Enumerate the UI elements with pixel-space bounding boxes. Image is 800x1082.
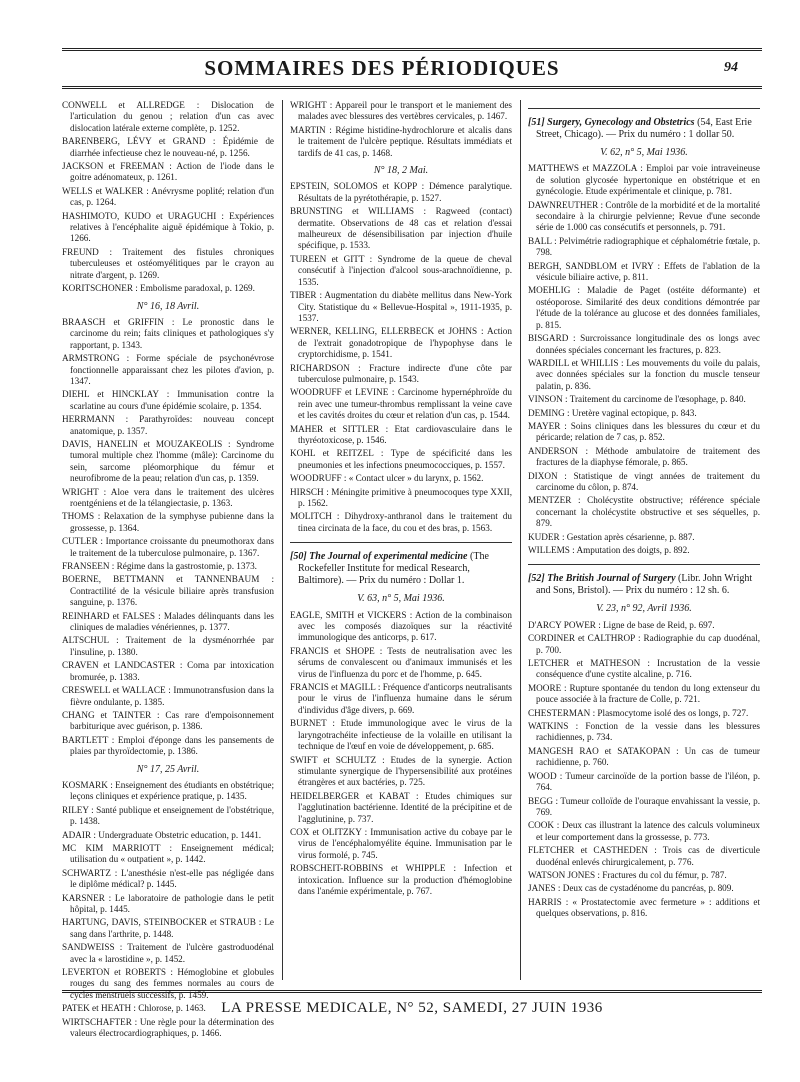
page-title: SOMMAIRES DES PÉRIODIQUES [204, 56, 560, 80]
issue-heading: V. 62, n° 5, Mai 1936. [600, 147, 688, 158]
article-entry: ARMSTRONG : Forme spéciale de psychonévrose fonctionnelle apparaissant chez les pilotes d'avion, p. 1347. [62, 353, 274, 386]
article-entry: MAHER et SITTLER : Etat cardiovasculaire dans le thyréotoxicose, p. 1546. [290, 423, 512, 445]
article-entry: FRANCIS et SHOPE : Tests de neutralisation avec les sérums de convalescent ou d'animaux immunisés et les virus de l'influenza du porc et de l'homme, p. 645. [290, 645, 512, 679]
article-entry: BARTLETT : Emploi d'éponge dans les pansements de plaies par thyroïdectomie, p. 1386. [62, 734, 274, 757]
article-entry: MANGESH RAO et SATAKOPAN : Un cas de tumeur rachidienne, p. 760. [528, 745, 760, 768]
article-entry: DAVIS, HANELIN et MOUZAKEOLIS : Syndrome tumoral multiple chez l'homme (mâle): Carcinome du sein, sarcome pléomorphique du fémur et neurofibrome de la peau; relation d'un cas, p. 1359. [62, 438, 274, 484]
article-entry: RICHARDSON : Fracture indirecte d'une côte par tuberculose pulmonaire, p. 1543. [290, 362, 512, 384]
journal-separator [290, 542, 512, 543]
article-entry: TUREEN et GITT : Syndrome de la queue de cheval consécutif à l'injection d'alcool sous-arachnoïdienne, p. 1535. [290, 253, 512, 287]
article-entry: HERRMANN : Parathyroïdes: nouveau concept anatomique, p. 1357. [62, 414, 274, 436]
article-entry: FRANCIS et MAGILL : Fréquence d'anticorps neutralisants pour le virus de l'influenza humaine dans le sérum d'individus d'âge divers, p. 669. [290, 682, 512, 715]
issue-heading: V. 23, n° 92, Avril 1936. [596, 603, 692, 615]
issue-heading: N° 17, 25 Avril. [136, 763, 200, 775]
article-entry: COOK : Deux cas illustrant la latence des calculs volumineux et leur comportement dans la grossesse, p. 773. [528, 820, 760, 842]
article-entry: SANDWEISS : Traitement de l'ulcère gastroduodénal avec la « larostidine », p. 1452. [62, 942, 274, 964]
article-entry: WATKINS : Fonction de la vessie dans les blessures rachidiennes, p. 734. [528, 721, 760, 743]
header-rule-top [62, 48, 762, 51]
journal-heading: [50] The Journal of experimental medicine (The Rockefeller Institute for medical Research, Baltimore). — Prix du numéro : Dollar 1. [290, 551, 489, 587]
article-entry: VINSON : Traitement du carcinome de l'œsophage, p. 840. [528, 394, 746, 405]
article-entry: WOOD : Tumeur carcinoïde de la portion basse de l'iléon, p. 764. [528, 770, 760, 793]
footer-issue-line: LA PRESSE MEDICALE, N° 52, SAMEDI, 27 JUIN 1936 [221, 1000, 603, 1016]
article-entry: BARENBERG, LÉVY et GRAND : Épidémie de diarrhée infectieuse chez le nouveau-né, p. 1256. [62, 136, 274, 158]
article-entry: BURNET : Etude immunologique avec le virus de la laryngotrachéite infectieuse de la volaille en utilisant la technique de l'œuf en voie de développement, p. 685. [290, 718, 512, 752]
article-entry: FLETCHER et CASTHEDEN : Trois cas de diverticule duodénal enlevés chirurgicalement, p. 776. [528, 845, 760, 867]
article-entry: MENTZER : Cholécystite obstructive; référence spéciale concernant la cholécystite obstructive et ses séquelles, p. 879. [528, 495, 760, 529]
column-divider [520, 100, 521, 980]
article-entry: MOORE : Rupture spontanée du tendon du long extenseur du pouce associée à la fracture de Colle, p. 721. [528, 682, 760, 705]
article-entry: WRIGHT : Aloe vera dans le traitement des ulcères roentgéniens et de la télangiectasie, p. 1363. [62, 486, 274, 508]
article-entry: WATSON JONES : Fractures du col du fémur, p. 787. [528, 869, 727, 880]
header-rule-bottom [62, 86, 762, 89]
issue-heading: V. 63, n° 5, Mai 1936. [357, 593, 445, 605]
article-entry: BRUNSTING et WILLIAMS : Ragweed (contact) dermatite. Observations de 48 cas et relation d'essai malheureux de désensibilisation par injection d'huile spécifique, p. 1533. [290, 206, 512, 251]
article-entry: HASHIMOTO, KUDO et URAGUCHI : Expériences relatives à l'encéphalite aiguë épidémique à Tokio, p. 1266. [62, 210, 274, 244]
column-divider [282, 100, 283, 980]
article-entry: CHESTERMAN : Plasmocytome isolé des os longs, p. 727. [528, 707, 749, 718]
article-entry: RILEY : Santé publique et enseignement de l'obstétrique, p. 1438. [62, 804, 274, 827]
article-entry: MAYER : Soins cliniques dans les blessures du cœur et du péricarde; relation de 7 cas, p. 852. [528, 420, 760, 443]
article-entry: WRIGHT : Appareil pour le transport et le maniement des malades avec blessures des vertèbres cervicales, p. 1467. [290, 100, 512, 122]
article-entry: SCHWARTZ : L'anesthésie n'est-elle pas négligée dans le diplôme médical? p. 1445. [62, 867, 274, 890]
article-entry: WOODRUFF : « Contact ulcer » du larynx, p. 1562. [290, 473, 484, 484]
article-entry: KARSNER : Le laboratoire de pathologie dans le petit hôpital, p. 1445. [62, 892, 274, 914]
article-entry: TIBER : Augmentation du diabète mellitus dans New-York City. Statistique du « Bellevue-Hospital », 1911-1935, p. 1537. [290, 290, 512, 323]
article-entry: KOSMARK : Enseignement des étudiants en obstétrique; leçons cliniques et expérience pratique, p. 1435. [62, 779, 274, 802]
article-entry: KOHL et REITZEL : Type de spécificité dans les pneumonies et les infections pneumococciques, p. 1557. [290, 448, 512, 470]
footer-rule [62, 990, 762, 993]
article-entry: BERGH, SANDBLOM et IVRY : Effets de l'ablation de la vésicule biliaire active, p. 811. [528, 260, 760, 283]
article-entry: KUDER : Gestation après césarienne, p. 887. [528, 531, 695, 542]
column-3 [528, 100, 760, 922]
article-entry: ANDERSON : Méthode ambulatoire de traitement des fractures de la diaphyse fémorale, p. 865. [528, 445, 760, 468]
article-entry: DIXON : Statistique de vingt années de traitement du carcinome du côlon, p. 874. [528, 470, 760, 492]
article-entry: WELLS et WALKER : Anévrysme poplité; relation d'un cas, p. 1264. [62, 185, 274, 208]
article-entry: BEGG : Tumeur colloïde de l'ouraque envahissant la vessie, p. 769. [528, 795, 760, 817]
article-entry: KORITSCHONER : Embolisme paradoxal, p. 1269. [62, 283, 255, 294]
article-entry: MC KIM MARRIOTT : Enseignement médical; utilisation du « outpatient », p. 1442. [62, 842, 274, 865]
article-entry: MOEHLIG : Maladie de Paget (ostéite déformante) et ostéoporose. Similarité des deux conditions démontrée par l'étude de la tolérance au glucose et des données familiales, p. 815. [528, 285, 760, 330]
article-entry: CONWELL et ALLREDGE : Dislocation de l'articulation du genou ; relation d'un cas avec dislocation latérale externe complète, p. 1252. [62, 100, 274, 133]
article-entry: LEVERTON et ROBERTS : Hémoglobine et globules rouges du sang des femmes normales au cours de cycles menstruels successifs, p. 1459. [62, 967, 274, 1000]
article-entry: SWIFT et SCHULTZ : Etudes de la synergie. Action stimulante synergique de l'hypersensibilité aux protéines étrangères et aux bactéries, p. 725. [290, 754, 512, 788]
article-entry: FREUND : Traitement des fistules chroniques tuberculeuses et ostéomyélitiques par le crayon au nitrate d'argent, p. 1269. [62, 246, 274, 280]
journal-separator [528, 108, 760, 109]
article-entry: EPSTEIN, SOLOMOS et KOPP : Démence paralytique. Résultats de la pyrétothérapie, p. 1527. [290, 181, 512, 203]
journal-heading: [52] The British Journal of Surgery (Libr. John Wright and Sons, Bristol). — Prix du numéro : 12 sh. 6. [528, 573, 753, 597]
article-entry: WIRTSCHAFTER : Une règle pour la détermination des valeurs électrocardiographiques, p. 1466. [62, 1016, 274, 1039]
article-entry: MOLITCH : Dihydroxy-anthranol dans le traitement du tinea circinata de la face, du cou et des bras, p. 1563. [290, 511, 512, 533]
article-entry: MARTIN : Régime histidine-hydrochlorure et alcalis dans le traitement de l'ulcère peptique. Résultats immédiats et tardifs de 41 cas, p. 1468. [290, 124, 512, 158]
article-entry: D'ARCY POWER : Ligne de base de Reid, p. 697. [528, 619, 715, 630]
article-entry: ADAIR : Undergraduate Obstetric education, p. 1441. [62, 829, 262, 840]
article-entry: BALL : Pelvimétrie radiographique et céphalométrie fœtale, p. 798. [528, 235, 760, 258]
article-entry: EAGLE, SMITH et VICKERS : Action de la combinaison avec les composés diazoïques sur la réactivité immunologique des anticorps, p. 617. [290, 609, 512, 643]
page-number: 94 [724, 60, 738, 75]
article-entry: CORDINER et CALTHROP : Radiographie du cap duodénal, p. 700. [528, 633, 760, 655]
article-entry: HARTUNG, DAVIS, STEINBOCKER et STRAUB : Le sang dans l'arthrite, p. 1448. [62, 917, 274, 939]
issue-heading: N° 18, 2 Mai. [373, 165, 429, 177]
article-entry: ROBSCHEIT-ROBBINS et WHIPPLE : Infection et intoxication. Influence sur la production d'hémoglobine dans l'anémie expérimentale, p. 767. [290, 863, 512, 896]
article-entry: HIRSCH : Méningite primitive à pneumocoques type XXII, p. 1562. [290, 486, 512, 508]
article-entry: WERNER, KELLING, ELLERBECK et JOHNS : Action de l'extrait gonadotropique de l'hypophyse dans le cryptorchidisme, p. 1541. [290, 326, 512, 360]
article-entry: DAWNREUTHER : Contrôle de la morbidité et de la mortalité secondaire à la chirurgie pelvienne; Revue d'une seconde série de 1.000 cas consécutifs et personnels, p. 791. [528, 199, 760, 233]
issue-heading: N° 16, 18 Avril. [136, 300, 200, 312]
article-entry: HEIDELBERGER et KABAT : Etudes chimiques sur l'agglutination bactérienne. Identité de la précipitine et de l'agglutinine, p. 737. [290, 790, 512, 824]
article-entry: THOMS : Relaxation de la symphyse pubienne dans la grossesse, p. 1364. [62, 511, 274, 533]
article-entry: DIEHL et HINCKLAY : Immunisation contre la scarlatine au cours d'une épidémie scolaire, p. 1354. [62, 389, 274, 411]
article-entry: BOERNE, BETTMANN et TANNENBAUM : Contractilité de la vésicule biliaire après transfusion sanguine, p. 1376. [62, 574, 274, 608]
article-entry: CUTLER : Importance croissante du pneumothorax dans le traitement de la tuberculose pulmonaire, p. 1367. [62, 536, 274, 558]
article-entry: DEMING : Uretère vaginal ectopique, p. 843. [528, 407, 697, 418]
article-entry: WILLEMS : Amputation des doigts, p. 892. [528, 545, 690, 555]
article-entry: MATTHEWS et MAZZOLA : Emploi par voie intraveineuse de solution glycosée hypertonique en obstétrique et en gynécologie. Etude expérimentale et clinique, p. 781. [528, 163, 760, 197]
article-entry: CRESWELL et WALLACE : Immunotransfusion dans la fièvre ondulante, p. 1385. [62, 685, 274, 707]
article-entry: CHANG et TAINTER : Cas rare d'empoisonnement barbiturique avec guérison, p. 1386. [62, 709, 274, 732]
article-entry: FRANSEEN : Régime dans la gastrostomie, p. 1373. [62, 561, 257, 572]
article-entry: BISGARD : Surcroissance longitudinale des os longs avec données spéciales concernant les fractures, p. 823. [528, 333, 760, 355]
article-entry: BRAASCH et GRIFFIN : Le pronostic dans le carcinome du rein; faits cliniques et pathologiques s'y rapportant, p. 1343. [62, 316, 274, 350]
article-entry: JACKSON et FREEMAN : Action de l'iode dans le goitre adénomateux, p. 1261. [62, 161, 274, 183]
article-entry: CRAVEN et LANDCASTER : Coma par intoxication bromurée, p. 1383. [62, 660, 274, 682]
article-entry: PATEK et HEATH : Chlorose, p. 1463. [62, 1003, 206, 1014]
article-entry: LETCHER et MATHESON : Incrustation de la vessie conséquence d'une cystite alcaline, p. 716. [528, 658, 760, 680]
journal-separator [528, 564, 760, 565]
article-entry: WARDILL et WHILLIS : Les mouvements du voile du palais, avec données spéciales sur la fonction du muscle tenseur palatin, p. 836. [528, 357, 760, 391]
column-1 [62, 100, 274, 1041]
article-entry: HARRIS : « Prostatectomie avec fermeture » : additions et quelques observations, p. 816. [528, 896, 760, 919]
article-entry: REINHARD et FALSES : Malades délinquants dans les cliniques de maladies vénériennes, p. 1377. [62, 610, 274, 633]
column-2 [290, 100, 512, 899]
article-entry: COX et OLITZKY : Immunisation active du cobaye par le virus de l'encéphalomyélite équine. Immunisation par le virus formolé, p. 745. [290, 826, 512, 860]
article-entry: JANES : Deux cas de cystadénome du pancréas, p. 809. [528, 883, 734, 894]
article-entry: WOODRUFF et LEVINE : Carcinome hypernéphroïde du rein avec une tumeur-thrombus remplissant la veine cave et les cavités droites du cœur et relation d'un cas, p. 1544. [290, 387, 512, 421]
journal-heading: [51] Surgery, Gynecology and Obstetrics (54, East Erie Street, Chicago). — Prix du numéro : 1 dollar 50. [528, 117, 752, 140]
article-entry: ALTSCHUL : Traitement de la dysménorrhée par l'insuline, p. 1380. [62, 635, 274, 657]
